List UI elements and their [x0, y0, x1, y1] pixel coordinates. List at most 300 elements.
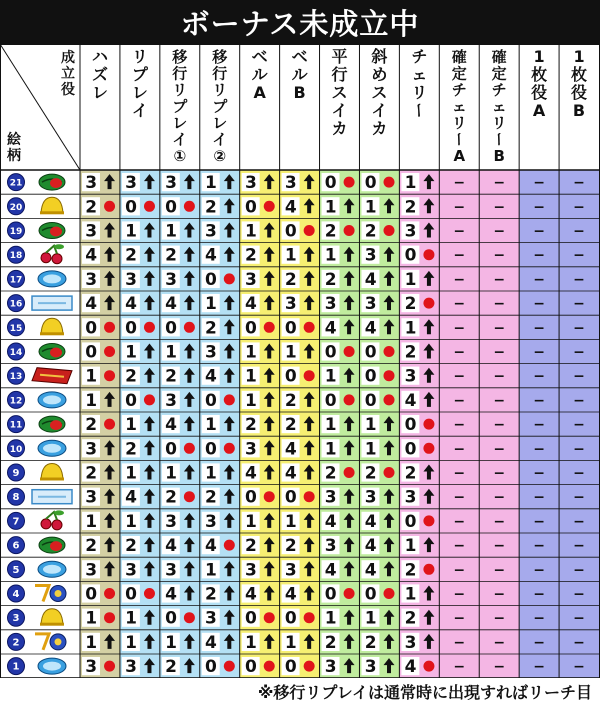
dash-mark: −	[533, 368, 545, 385]
svg-text:A: A	[532, 101, 546, 120]
cell-value: 4	[364, 560, 377, 581]
cell-value: 1	[284, 511, 297, 532]
red-dot-icon	[104, 612, 115, 623]
replay-icon	[38, 440, 66, 456]
dash-mark: −	[573, 223, 585, 240]
dash-mark: −	[533, 199, 545, 216]
watermelon-icon	[39, 537, 65, 553]
dash-mark: −	[453, 562, 466, 579]
table-cell	[453, 417, 465, 433]
cell-value: 1	[364, 197, 377, 218]
cell-value: 0	[284, 608, 297, 629]
corner-top-label: 成	[61, 50, 75, 66]
table-cell	[493, 466, 505, 482]
red-dot-icon	[184, 322, 195, 333]
table-cell	[573, 199, 585, 215]
svg-text:ー: ー	[489, 131, 508, 147]
dash-mark: −	[493, 247, 506, 264]
row-number: 11	[9, 420, 23, 431]
table-cell	[533, 272, 545, 288]
dash-mark: −	[493, 223, 506, 240]
svg-text:ー: ー	[409, 102, 429, 119]
cell-value: 2	[324, 632, 337, 653]
cell-value: 1	[125, 415, 138, 436]
cell-value: 1	[165, 221, 177, 242]
dash-mark: −	[573, 271, 585, 288]
table-row	[8, 367, 585, 387]
table-row	[8, 197, 585, 217]
dash-mark: −	[453, 247, 466, 264]
cell-value: 0	[404, 439, 417, 460]
red-dot-icon	[304, 225, 315, 236]
cell-value: 4	[364, 536, 377, 557]
red-dot-icon	[423, 419, 434, 430]
dash-mark: −	[453, 368, 466, 385]
red-dot-icon	[384, 394, 395, 405]
row-number: 10	[9, 444, 23, 455]
cell-value: 0	[284, 487, 297, 508]
row-number: 15	[9, 323, 23, 334]
dash-mark: −	[573, 344, 585, 361]
table-row	[8, 560, 585, 580]
red-dot-icon	[384, 225, 395, 236]
dash-mark: −	[493, 296, 506, 313]
table-cell	[453, 199, 465, 215]
svg-text:リ: リ	[131, 47, 148, 66]
table-cell	[493, 611, 505, 627]
cell-value: 0	[165, 439, 177, 460]
cell-value: 0	[244, 197, 257, 218]
dash-mark: −	[493, 513, 506, 530]
dash-mark: −	[573, 368, 585, 385]
table-cell	[493, 562, 505, 578]
svg-text:レ: レ	[212, 114, 228, 132]
cell-value: 0	[85, 342, 98, 363]
title-bar	[0, 0, 600, 44]
watermelon-icon	[39, 174, 65, 190]
cell-value: 3	[324, 536, 337, 557]
watermelon-icon	[39, 344, 65, 360]
table-cell	[453, 224, 465, 240]
red-dot-icon	[423, 298, 434, 309]
svg-text:枚: 枚	[571, 65, 588, 84]
row-number: 16	[9, 299, 23, 310]
cell-value: 3	[404, 366, 417, 387]
cell-value: 3	[165, 173, 177, 194]
cell-value: 2	[165, 245, 177, 266]
dash-mark: −	[453, 296, 466, 313]
cell-value: 1	[364, 608, 377, 629]
cell-value: 0	[404, 245, 417, 266]
red-dot-icon	[384, 370, 395, 381]
table-cell	[453, 369, 465, 385]
table-cell	[453, 320, 465, 336]
row-number: 21	[9, 178, 23, 189]
red-dot-icon	[304, 661, 315, 672]
cell-value: 0	[165, 608, 177, 629]
cell-value: 1	[324, 415, 337, 436]
table-cell	[533, 466, 545, 482]
cell-value: 3	[404, 221, 417, 242]
row-number: 4	[12, 589, 20, 600]
cell-value: 3	[85, 487, 98, 508]
dash-mark: −	[493, 489, 506, 506]
svg-text:レ: レ	[91, 83, 108, 102]
red-dot-icon	[423, 515, 434, 526]
table-cell	[573, 514, 585, 530]
dash-mark: −	[493, 586, 506, 603]
column-header	[370, 47, 387, 138]
red-dot-icon	[224, 394, 235, 405]
replay-icon	[38, 561, 66, 577]
dash-mark: −	[493, 441, 506, 458]
row-number: 13	[9, 372, 23, 383]
footnote: ※移行リプレイは通常時に出現すればリーチ目	[257, 683, 592, 702]
table-cell	[453, 635, 465, 651]
red-dot-icon	[144, 322, 155, 333]
red-dot-icon	[264, 612, 275, 623]
svg-text:1: 1	[573, 47, 585, 66]
dash-mark: −	[533, 417, 545, 434]
cell-value: 4	[165, 294, 177, 315]
svg-text:B: B	[493, 147, 505, 165]
dash-mark: −	[573, 538, 585, 555]
table-row	[8, 294, 585, 314]
dash-mark: −	[493, 320, 506, 337]
cell-value: 0	[85, 318, 98, 339]
cell-value: 2	[284, 269, 297, 290]
red-dot-icon	[344, 225, 355, 236]
table-cell	[453, 466, 465, 482]
table-cell	[453, 587, 465, 603]
table-cell	[573, 659, 585, 675]
table-cell	[533, 514, 545, 530]
table-cell	[493, 175, 505, 191]
row-number: 14	[9, 348, 23, 358]
cell-value: 3	[205, 221, 217, 242]
cell-value: 1	[125, 632, 138, 653]
row-number: 12	[9, 396, 23, 407]
table-cell	[493, 296, 505, 312]
dash-mark: −	[453, 538, 466, 555]
cell-value: 4	[404, 657, 417, 678]
dash-mark: −	[453, 417, 466, 434]
svg-text:確: 確	[451, 48, 467, 66]
svg-text:行: 行	[212, 64, 228, 83]
svg-text:チ: チ	[451, 81, 467, 99]
svg-text:役: 役	[571, 83, 588, 102]
cell-value: 4	[165, 415, 177, 436]
table-cell	[453, 272, 465, 288]
table-row	[8, 318, 585, 338]
red-dot-icon	[384, 467, 395, 478]
svg-text:プ: プ	[131, 65, 148, 84]
red-dot-icon	[384, 177, 395, 188]
cell-value: 2	[85, 536, 98, 557]
cell-value: 3	[85, 560, 98, 581]
table-cell	[573, 393, 585, 409]
cell-value: 1	[165, 632, 177, 653]
column-header	[410, 47, 429, 118]
cell-value: 2	[165, 487, 177, 508]
cell-value: 0	[125, 584, 138, 605]
cell-value: 4	[85, 245, 98, 266]
table-cell	[453, 296, 465, 312]
column-header	[331, 47, 347, 138]
table-cell	[493, 248, 505, 264]
svg-text:ズ: ズ	[91, 65, 108, 84]
table-cell	[493, 635, 505, 651]
cell-value: 4	[364, 318, 377, 339]
svg-text:ベ: ベ	[291, 47, 308, 66]
cell-value: 2	[324, 221, 337, 242]
table-cell	[493, 659, 505, 675]
replay-icon	[38, 271, 66, 287]
column-header	[92, 47, 108, 102]
cell-value: 0	[324, 390, 337, 411]
table-cell	[533, 224, 545, 240]
cell-value: 1	[165, 463, 177, 484]
svg-text:カ: カ	[331, 119, 348, 138]
table-cell	[533, 199, 545, 215]
table-cell	[533, 320, 545, 336]
dash-mark: −	[533, 513, 545, 530]
red-dot-icon	[184, 491, 195, 502]
cell-value: 1	[244, 632, 257, 653]
cell-value: 4	[205, 536, 217, 557]
cell-value: 3	[364, 487, 377, 508]
cell-value: 2	[284, 390, 297, 411]
cell-value: 1	[125, 511, 138, 532]
bar-icon	[32, 368, 72, 384]
table-cell	[453, 490, 465, 506]
table-cell	[453, 175, 465, 191]
svg-text:ベ: ベ	[251, 47, 268, 66]
red-dot-icon	[104, 419, 115, 430]
cell-value: 0	[284, 318, 297, 339]
svg-text:斜: 斜	[371, 47, 388, 66]
table-row	[8, 510, 585, 532]
cell-value: 1	[404, 318, 417, 339]
dash-mark: −	[533, 489, 545, 506]
dash-mark: −	[573, 634, 585, 651]
dash-mark: −	[573, 489, 585, 506]
red-dot-icon	[224, 273, 235, 284]
table-cell	[533, 175, 545, 191]
svg-text:ス: ス	[371, 83, 388, 102]
cell-value: 1	[205, 415, 217, 436]
dash-mark: −	[533, 562, 545, 579]
dash-mark: −	[533, 175, 545, 192]
cell-value: 3	[324, 294, 337, 315]
cell-value: 2	[85, 415, 98, 436]
table-cell	[493, 320, 505, 336]
table-cell	[573, 466, 585, 482]
cell-value: 3	[244, 269, 257, 290]
svg-text:カ: カ	[371, 119, 388, 138]
reel-table	[0, 44, 600, 678]
cell-value: 2	[404, 197, 417, 218]
cell-value: 1	[85, 608, 98, 629]
table-row	[8, 536, 585, 556]
cell-value: 2	[165, 366, 177, 387]
dash-mark: −	[493, 392, 506, 409]
cell-value: 3	[165, 560, 177, 581]
cell-value: 1	[244, 221, 257, 242]
cell-value: 1	[324, 197, 337, 218]
watermelon-icon	[39, 223, 65, 239]
red-dot-icon	[184, 443, 195, 454]
table-row	[8, 221, 585, 241]
dash-mark: −	[453, 271, 466, 288]
red-dot-icon	[144, 394, 155, 405]
cell-value: 4	[244, 463, 257, 484]
page-title: ボーナス未成立中	[180, 6, 420, 41]
table-cell	[453, 393, 465, 409]
svg-text:ス: ス	[331, 83, 348, 102]
row-number: 8	[12, 492, 20, 504]
table-cell	[493, 538, 505, 554]
cell-value: 1	[244, 342, 257, 363]
cell-value: 2	[244, 536, 257, 557]
svg-text:ー: ー	[450, 131, 469, 147]
dash-mark: −	[493, 465, 506, 482]
cell-value: 3	[205, 511, 217, 532]
red-dot-icon	[264, 201, 275, 212]
cell-value: 1	[85, 390, 98, 411]
table-cell	[533, 417, 545, 433]
svg-text:イ: イ	[371, 101, 388, 120]
cell-value: 0	[205, 390, 217, 411]
red-dot-icon	[304, 322, 315, 333]
svg-text:レ: レ	[172, 114, 188, 132]
dash-mark: −	[493, 344, 506, 361]
table-cell	[453, 441, 465, 457]
red-dot-icon	[104, 322, 115, 333]
cell-value: 2	[125, 245, 138, 266]
dash-mark: −	[573, 417, 585, 434]
table-cell	[573, 296, 585, 312]
cell-value: 4	[284, 197, 297, 218]
dash-mark: −	[453, 320, 466, 337]
cell-value: 3	[284, 294, 297, 315]
svg-text:①: ①	[173, 147, 187, 165]
table-cell	[573, 369, 585, 385]
dash-mark: −	[533, 441, 545, 458]
svg-text:ハ: ハ	[91, 47, 108, 66]
cell-value: 3	[125, 269, 138, 290]
table-row	[8, 244, 585, 266]
cell-value: 4	[284, 463, 297, 484]
cell-value: 2	[85, 197, 98, 218]
cell-value: 2	[364, 463, 377, 484]
cell-value: 2	[364, 221, 377, 242]
cell-value: 2	[125, 439, 138, 460]
red-dot-icon	[264, 322, 275, 333]
cell-value: 4	[205, 245, 217, 266]
dash-mark: −	[573, 175, 585, 192]
table-row	[8, 609, 585, 629]
dash-mark: −	[493, 417, 506, 434]
dash-mark: −	[493, 659, 506, 676]
svg-text:リ: リ	[451, 114, 467, 132]
cell-value: 0	[125, 197, 138, 218]
red-dot-icon	[344, 467, 355, 478]
red-dot-icon	[104, 588, 115, 599]
svg-text:チ: チ	[491, 81, 507, 99]
dash-mark: −	[453, 489, 466, 506]
column-header	[570, 47, 587, 120]
cell-value: 1	[244, 366, 257, 387]
svg-text:ェ: ェ	[411, 65, 428, 84]
cell-value: 4	[125, 487, 138, 508]
replay-icon	[38, 658, 66, 674]
dash-mark: −	[533, 659, 545, 676]
cell-value: 4	[324, 511, 337, 532]
dash-mark: −	[533, 586, 545, 603]
cell-value: 1	[284, 342, 297, 363]
table-cell	[533, 248, 545, 264]
corner-top-label: 役	[61, 82, 75, 98]
dash-mark: −	[573, 465, 585, 482]
cell-value: 1	[85, 632, 98, 653]
dash-mark: −	[493, 271, 506, 288]
red-dot-icon	[344, 346, 355, 357]
dash-mark: −	[573, 610, 585, 627]
red-dot-icon	[184, 612, 195, 623]
table-cell	[573, 490, 585, 506]
cell-value: 4	[284, 584, 297, 605]
cell-value: 1	[125, 221, 138, 242]
red-dot-icon	[224, 443, 235, 454]
dash-mark: −	[493, 562, 506, 579]
table-cell	[573, 587, 585, 603]
cell-value: 2	[324, 463, 337, 484]
dash-mark: −	[493, 368, 506, 385]
svg-text:イ: イ	[172, 130, 188, 149]
cell-value: 1	[85, 366, 98, 387]
cell-value: 3	[125, 173, 138, 194]
table-row	[8, 633, 585, 653]
cell-value: 4	[364, 511, 377, 532]
dash-mark: −	[573, 562, 585, 579]
cell-value: 2	[125, 536, 138, 557]
table-cell	[533, 562, 545, 578]
blank-icon	[32, 296, 72, 310]
red-dot-icon	[104, 370, 115, 381]
red-dot-icon	[384, 588, 395, 599]
cell-value: 1	[324, 245, 337, 266]
red-dot-icon	[264, 661, 275, 672]
column-header	[530, 47, 547, 120]
cell-value: 0	[404, 415, 417, 436]
cell-value: 1	[284, 632, 297, 653]
cell-value: 2	[404, 560, 417, 581]
cell-value: 1	[125, 342, 138, 363]
table-cell	[453, 659, 465, 675]
red-dot-icon	[384, 346, 395, 357]
cell-value: 3	[85, 173, 98, 194]
dash-mark: −	[573, 513, 585, 530]
cell-value: 4	[205, 366, 217, 387]
dash-mark: −	[533, 538, 545, 555]
cell-value: 1	[205, 560, 217, 581]
cell-value: 3	[244, 173, 257, 194]
red-dot-icon	[304, 370, 315, 381]
row-number: 3	[12, 613, 20, 625]
svg-text:B: B	[293, 83, 306, 102]
dash-mark: −	[533, 392, 545, 409]
